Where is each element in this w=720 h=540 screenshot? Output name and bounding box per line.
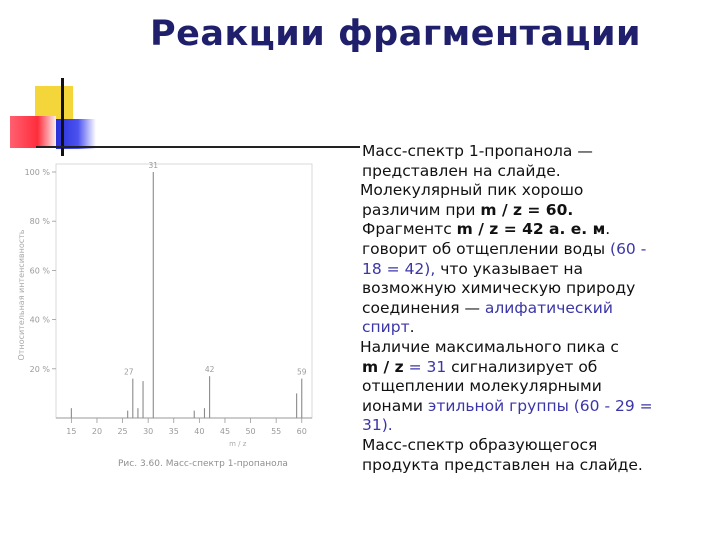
x-tick-label: 15 — [66, 427, 77, 436]
body-text — [362, 142, 702, 475]
text-span-bold: m / z = 42 а. е. м — [456, 220, 606, 239]
paragraph-3 — [360, 338, 702, 436]
decor-horizontal-line — [36, 146, 360, 148]
paragraph-2 — [360, 181, 702, 338]
text-span-blue: спирт — [362, 318, 410, 337]
y-tick-label: 100 % — [24, 168, 50, 177]
mass-spectrum-chart — [10, 150, 330, 480]
y-tick-label: 40 % — [29, 315, 50, 325]
paragraph-1 — [362, 142, 702, 181]
text-line: возможную химическую природу — [362, 279, 636, 298]
text-span-blue: 31 — [426, 357, 447, 376]
text-span-blue: = — [403, 357, 427, 376]
text-span: соединения — — [362, 298, 485, 317]
text-span: . — [409, 318, 415, 337]
text-span-blue: алифатический — [484, 298, 613, 317]
text-line — [360, 318, 702, 338]
x-tick-label: 35 — [168, 427, 179, 436]
text-span: . — [605, 220, 611, 239]
y-tick-label: 20 % — [29, 364, 50, 374]
peak-label: 31 — [148, 161, 159, 170]
text-span-blue: этильной группы (60 - 29 = — [427, 396, 653, 415]
text-line — [360, 358, 702, 378]
x-tick-label: 20 — [91, 427, 103, 436]
y-axis-label: Относительная интенсивность — [17, 229, 26, 361]
x-tick-label: 55 — [271, 427, 282, 436]
text-span: говорит об отщеплении воды — [362, 239, 611, 258]
x-axis-label: m / z — [229, 440, 247, 448]
peak-label: 42 — [204, 365, 215, 375]
slide-title: Реакции фрагментации — [150, 14, 642, 54]
text-span-bold: m / z = 60. — [480, 200, 574, 219]
x-tick-label: 60 — [296, 427, 307, 436]
y-tick-label: 80 % — [29, 217, 50, 227]
mass-spectrum-figure — [10, 150, 330, 480]
text-span: различим при — [362, 200, 481, 219]
x-tick-label: 50 — [245, 427, 256, 436]
x-tick-label: 40 — [194, 427, 205, 436]
x-tick-label: 45 — [219, 427, 231, 436]
y-tick-label: 60 % — [29, 266, 50, 276]
text-span: что указывает на — [435, 259, 584, 278]
peak-label: 59 — [296, 367, 307, 377]
text-span: сигнализирует об — [446, 357, 598, 376]
text-line — [360, 260, 702, 280]
text-line: продукта представлен на слайде. — [362, 455, 643, 474]
text-line: Масс-спектр 1-пропанола — — [362, 142, 593, 160]
text-span: ионами — [362, 396, 428, 415]
text-line — [360, 299, 702, 319]
text-span-blue: 18 = 42), — [362, 259, 436, 278]
text-line — [360, 220, 702, 240]
paragraph-4 — [362, 436, 702, 475]
decor-red-square — [10, 116, 56, 148]
text-line: Наличие максимального пика с — [360, 337, 619, 356]
x-tick-label: 30 — [143, 427, 154, 436]
text-line: представлен на слайде. — [362, 161, 561, 180]
text-line: Молекулярный пик хорошо — [360, 181, 584, 200]
text-line: Масс-спектр образующегося — [362, 435, 598, 454]
text-span-blue: (60 - — [610, 239, 647, 258]
text-line — [360, 201, 702, 221]
text-line: 31). — [362, 416, 393, 435]
text-line: отщеплении молекулярными — [362, 377, 602, 396]
peak-label: 27 — [124, 367, 134, 377]
chart-frame — [56, 164, 312, 418]
text-line — [360, 240, 702, 260]
text-line — [360, 397, 702, 417]
text-span-bold: m / z — [362, 357, 404, 376]
decor-vertical-line — [61, 78, 64, 156]
text-span: Фрагментс — [362, 220, 457, 239]
figure-caption: Рис. 3.60. Масс-спектр 1-пропанола — [118, 459, 288, 469]
x-tick-label: 25 — [117, 427, 128, 436]
